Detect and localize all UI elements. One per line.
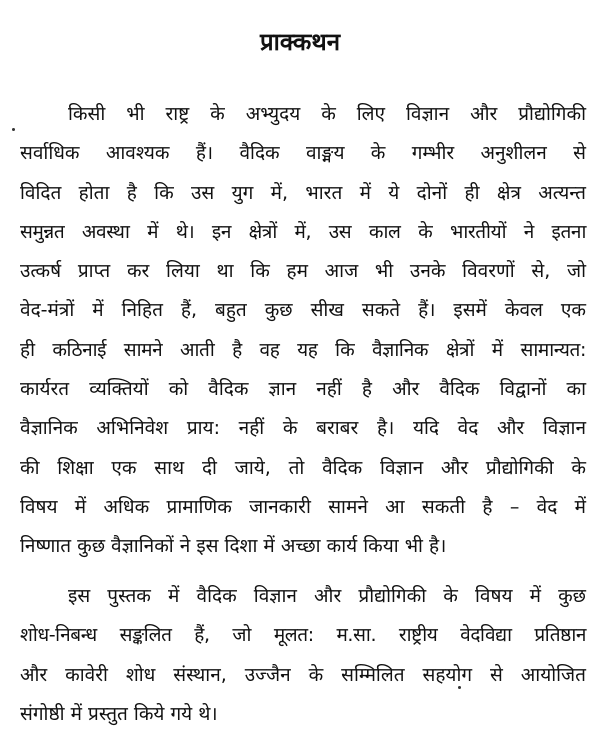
paragraph-line: समुन्नत अवस्था में थे। इन क्षेत्रों में, उस काल के भारतीयों ने इतना <box>20 220 586 243</box>
paragraph-line: इस पुस्तक में वैदिक विज्ञान और प्रौद्योगिकी के विषय में कुछ <box>68 585 586 607</box>
paragraph-line: कार्यरत व्यक्तियों को वैदिक ज्ञान नहीं है और वैदिक विद्वानों का <box>20 378 586 401</box>
paragraph-line: शोध-निबन्ध सङ्कलित हैं, जो मूलत: म.सा. राष्ट्रीय वेदविद्या प्रतिष्ठान <box>20 624 586 647</box>
scan-speck <box>12 128 15 131</box>
paragraph-line: विदित होता है कि उस युग में, भारत में ये दोनों ही क्षेत्र अत्यन्त <box>20 181 586 204</box>
paragraph-line: विषय में अधिक प्रामाणिक जानकारी सामने आ सकती है – वेद में <box>20 495 586 518</box>
paragraph-line: संगोष्ठी में प्रस्तुत किये गये थे। <box>20 702 218 725</box>
paragraph-line: निष्णात कुछ वैज्ञानिकों ने इस दिशा में अच्छा कार्य किया भी है। <box>20 535 447 558</box>
paragraph-line: सर्वाधिक आवश्यक हैं। वैदिक वाङ्मय के गम्भीर अनुशीलन से <box>20 142 586 165</box>
paragraph-line: और कावेरी शोध संस्थान, उज्जैन के सम्मिलित सहयोग से आयोजित <box>20 663 586 686</box>
paragraph-line: वैज्ञानिक अभिनिवेश प्राय: नहीं के बराबर है। यदि वेद और विज्ञान <box>20 417 586 440</box>
paragraph-line: की शिक्षा एक साथ दी जाये, तो वैदिक विज्ञान और प्रौद्योगिकी के <box>20 456 586 479</box>
paragraph-line: ही कठिनाई सामने आती है वह यह कि वैज्ञानिक क्षेत्रों में सामान्यत: <box>20 338 586 361</box>
page-title: प्राक्कथन <box>259 28 341 56</box>
paragraph-1 <box>20 95 586 567</box>
scan-speck <box>458 686 461 689</box>
paragraph-line: किसी भी राष्ट्र के अभ्युदय के लिए विज्ञान और प्रौद्योगिकी <box>68 103 586 125</box>
paragraph-line: उत्कर्ष प्राप्त कर लिया था कि हम आज भी उनके विवरणों से, जो <box>20 260 586 283</box>
paragraph-line: वेद-मंत्रों में निहित हैं, बहुत कुछ सीख सकते हैं। इसमें केवल एक <box>20 299 586 322</box>
paragraph-2 <box>20 577 586 734</box>
